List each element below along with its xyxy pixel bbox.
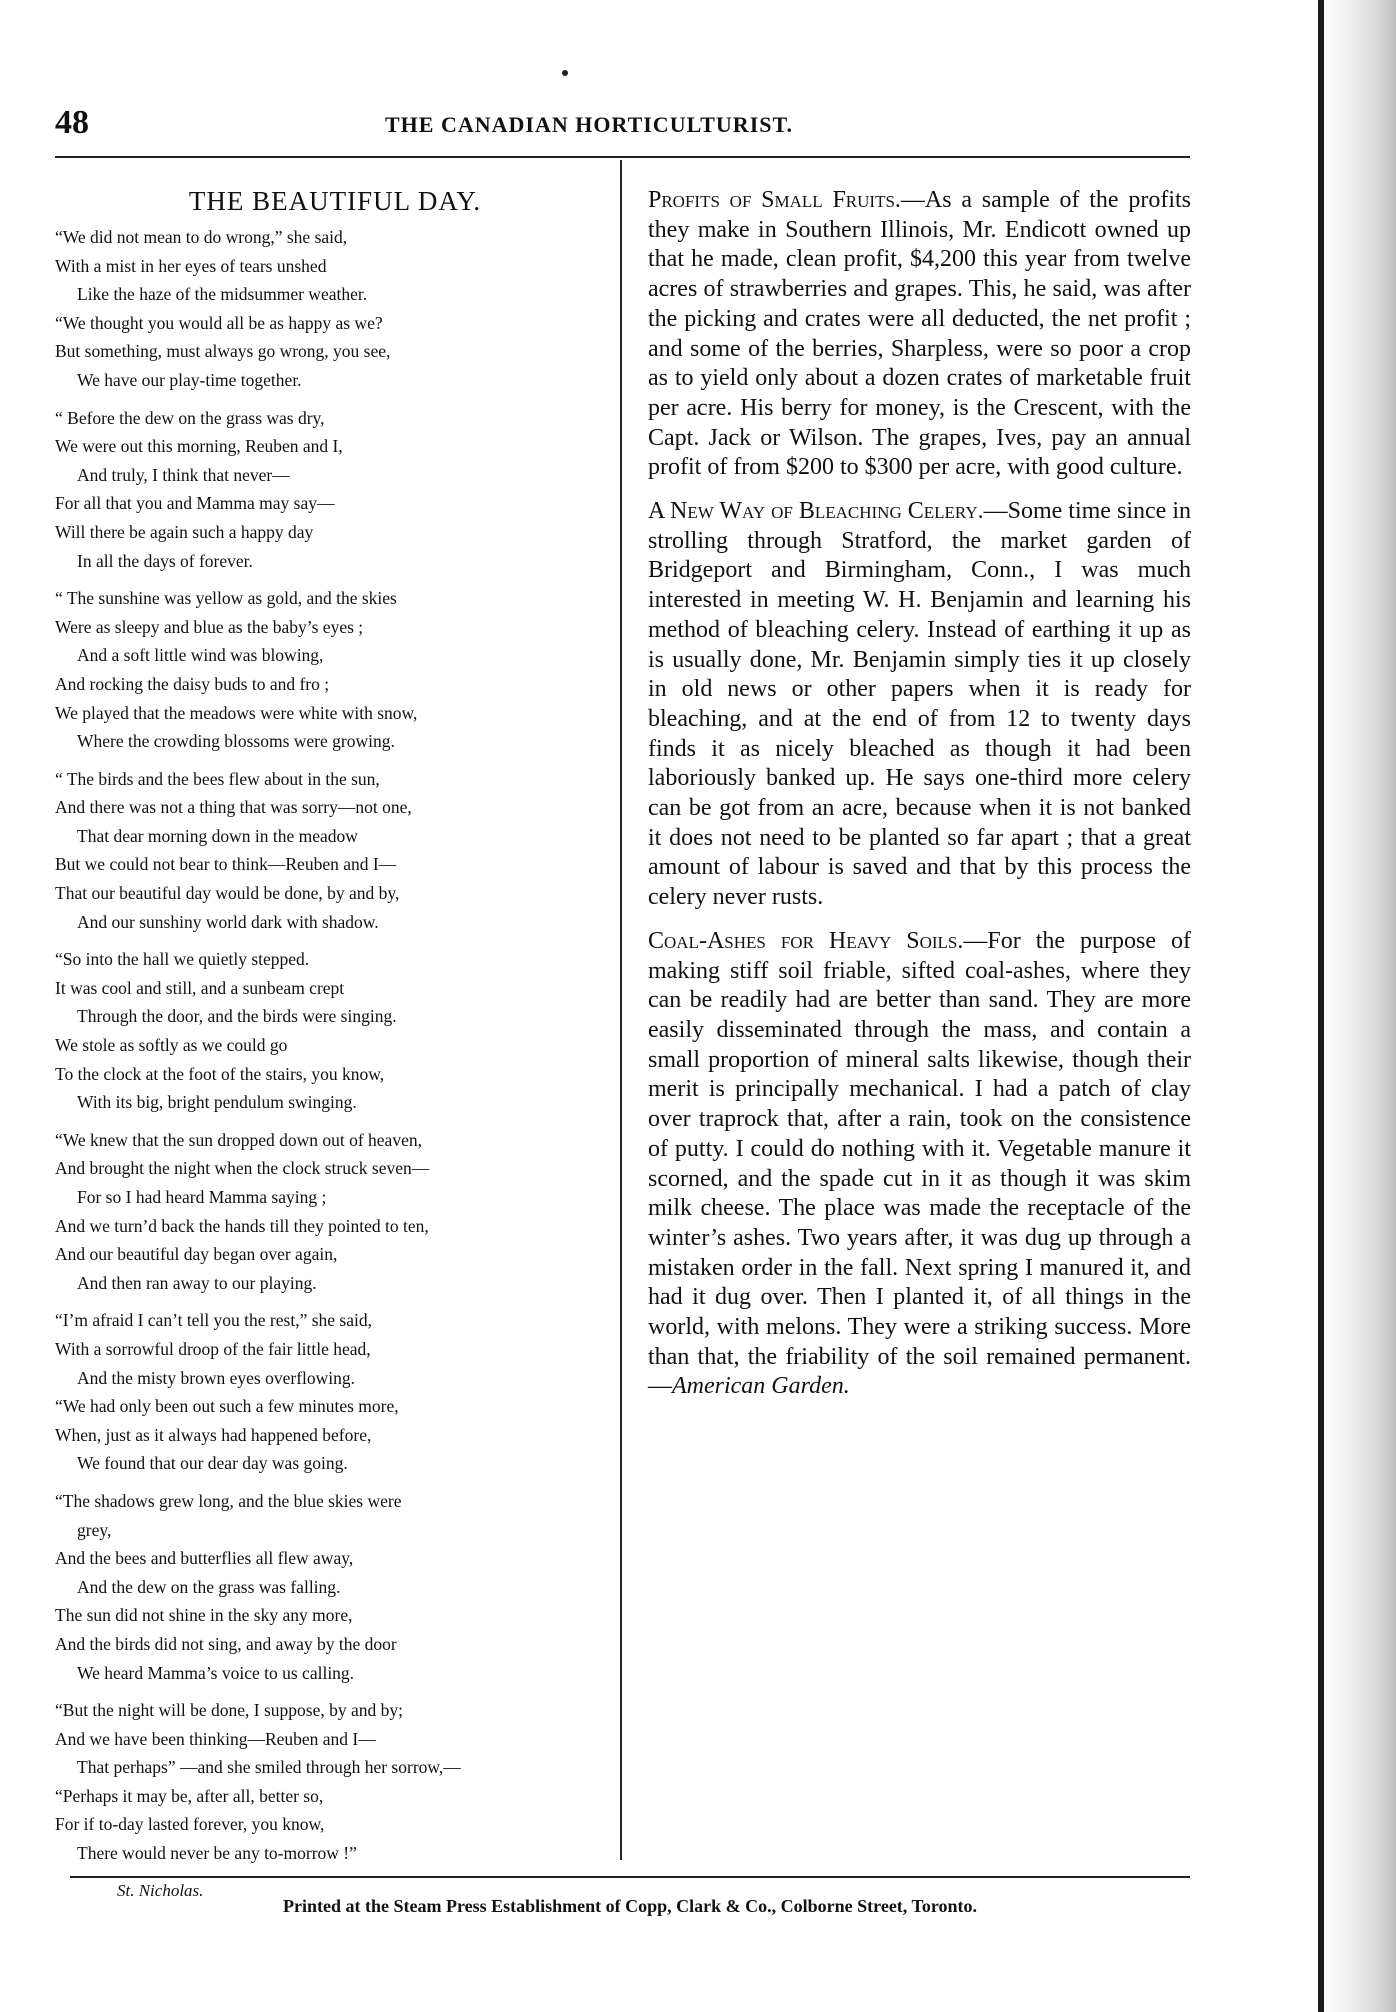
poem-line: We heard Mamma’s voice to us calling. (77, 1662, 355, 1683)
poem-line: Like the haze of the midsummer weather. (77, 284, 368, 305)
poem-line: “We had only been out such a few minutes more, (55, 1396, 399, 1417)
poem-line: “But the night will be done, I suppose, by and by; (55, 1700, 404, 1721)
print-dot (562, 70, 568, 76)
poem-line: And we turn’d back the hands till they pointed to ten, (55, 1215, 429, 1236)
poem-line: When, just as it always had happened before, (55, 1424, 372, 1445)
poem-line: We were out this morning, Reuben and I, (55, 436, 343, 457)
article-heading: A New Way of Bleaching Celery. (648, 498, 984, 525)
article-profits-small-fruits (648, 186, 1191, 483)
poem-stanza (55, 1696, 615, 1868)
poem-line: For all that you and Mamma may say— (55, 493, 335, 514)
poem-line: And the bees and butterflies all flew away, (55, 1548, 354, 1569)
journal-title: THE CANADIAN HORTICULTURIST. (385, 112, 794, 137)
poem-line: That perhaps” —and she smiled through her sorrow,— (77, 1757, 461, 1778)
poem-line: It was cool and still, and a sunbeam crept (55, 977, 345, 998)
poem (55, 186, 615, 1905)
article-coal-ashes (648, 927, 1191, 1402)
poem-line: With a sorrowful droop of the fair little head, (55, 1338, 371, 1359)
article-body: —As a sample of the profits they make in Southern Illinois, Mr. Endicott owned up that he made, clean profit, $4,200 this year from twelve acres of strawberries and grapes. This, he said, was after the picking and crates were all deducted, the net profit ; and some of the berries, Sharpless, were so poor a crop as to yield only about a dozen crates of marketable fruit per acre. His berry for money, is the Crescent, with the Capt. Jack or Wilson. The grapes, Ives, pay an annual profit of from $200 to $300 per acre, with good culture. (648, 187, 1192, 481)
poem-line: Through the door, and the birds were singing. (77, 1006, 397, 1027)
poem-line: And rocking the daisy buds to and fro ; (55, 673, 330, 694)
poem-line: And then ran away to our playing. (77, 1272, 317, 1293)
poem-line: “So into the hall we quietly stepped. (55, 949, 310, 970)
poem-line: We stole as softly as we could go (55, 1035, 288, 1056)
poem-line: Where the crowding blossoms were growing. (77, 731, 395, 752)
poem-line: And a soft little wind was blowing, (77, 645, 324, 666)
poem-line: In all the days of forever. (77, 550, 253, 571)
poem-line: “ The birds and the bees flew about in the sun, (55, 768, 380, 789)
poem-stanza (55, 1306, 615, 1478)
column-divider (620, 160, 622, 1860)
poem-line: There would never be any to-morrow !” (77, 1843, 357, 1864)
article-body: —Some time since in strolling through Stratford, the market garden of Bridgeport and Birmingham, Conn., I was much interested in meeting W. H. Benjamin and learning his method of bleaching celery. Instead of earthing it up as is usually done, Mr. Benjamin simply ties it up closely in old news or other papers when it is ready for bleaching, and at the end of from 12 to twenty days finds it as nicely bleached as though it had been laboriously banked up. He says one-third more celery can be got from an acre, because when it is not banked it does not need to be planted so far apart ; that a great amount of labour is saved and that by this process the celery never rusts. (648, 498, 1191, 911)
poem-title: THE BEAUTIFUL DAY. (188, 186, 482, 216)
poem-stanza (55, 404, 615, 576)
footer-rule (70, 1876, 1190, 1878)
poem-line: “ The sunshine was yellow as gold, and the skies (55, 588, 397, 609)
poem-line: We found that our dear day was going. (77, 1453, 348, 1474)
article-body: —For the purpose of making stiff soil friable, sifted coal-ashes, where they can be readily had are better than sand. They are more easily disseminated through the mass, and contain a small proportion of mineral salts likewise, though their merit is principally mechanical. I had a patch of clay over traprock that, after a rain, took on the consistence of putty. I could do nothing with it. Vegetable manure it scorned, and the spade cut in it as though it was skim milk cheese. The place was made the receptacle of the winter’s ashes. Two years after, it was dug up through a mistaken order in the fall. Next spring I manured it, and had it dug over. Then I planted it, of all things in the world, with melons. They were a striking success. More than that, the friability of the soil remained permanent.— (648, 927, 1191, 1400)
poem-line: But something, must always go wrong, you see, (55, 341, 391, 362)
poem-line: “We thought you would all be as happy as we? (55, 312, 383, 333)
poem-line: And the misty brown eyes overflowing. (77, 1367, 356, 1388)
poem-stanza (55, 1126, 615, 1298)
poem-source: St. Nicholas. (117, 1880, 204, 1900)
poem-line: Will there be again such a happy day (55, 521, 314, 542)
poem-line: “The shadows grew long, and the blue skies were (55, 1490, 402, 1511)
poem-stanza (55, 945, 615, 1117)
poem-stanzas (55, 223, 615, 1868)
poem-line: And there was not a thing that was sorry—not one, (55, 797, 412, 818)
poem-line: That dear morning down in the meadow (77, 825, 358, 846)
poem-stanza (55, 584, 615, 756)
article-heading: Profits of Small Fruits. (648, 187, 901, 213)
article-heading: Coal-Ashes for Heavy Soils. (648, 927, 964, 954)
poem-line: For if to-day lasted forever, you know, (55, 1814, 325, 1835)
poem-stanza (55, 223, 615, 395)
poem-line: To the clock at the foot of the stairs, you know, (55, 1063, 385, 1084)
scan-edge-line (1318, 0, 1324, 2012)
page-number: 48 (55, 104, 89, 141)
poem-line: grey, (77, 1519, 112, 1540)
poem-line: But we could not bear to think—Reuben and I— (55, 854, 397, 875)
scan-edge-shadow (1316, 0, 1396, 2012)
poem-line: And we have been thinking—Reuben and I— (55, 1728, 376, 1749)
printer-footer: Printed at the Steam Press Establishment of Copp, Clark & Co., Colborne Street, Toronto. (283, 1896, 977, 1916)
poem-line: We played that the meadows were white with snow, (55, 702, 418, 723)
article-bleaching-celery (648, 497, 1191, 913)
article-source: American Garden. (672, 1373, 850, 1400)
poem-line: We have our play-time together. (77, 369, 302, 390)
poem-line: And brought the night when the clock struck seven— (55, 1158, 430, 1179)
articles-column (648, 186, 1191, 1416)
poem-line: And the dew on the grass was falling. (77, 1576, 341, 1597)
poem-line: “ Before the dew on the grass was dry, (55, 407, 325, 428)
poem-line: Were as sleepy and blue as the baby’s eyes ; (55, 616, 364, 637)
poem-line: “We knew that the sun dropped down out of heaven, (55, 1129, 422, 1150)
poem-line: “We did not mean to do wrong,” she said, (55, 227, 348, 247)
header-rule (55, 156, 1190, 158)
poem-line: With its big, bright pendulum swinging. (77, 1092, 357, 1113)
poem-stanza (55, 765, 615, 937)
poem-line: “Perhaps it may be, after all, better so, (55, 1785, 324, 1806)
poem-line: And our sunshiny world dark with shadow. (77, 911, 379, 932)
page-header (55, 104, 1185, 144)
poem-stanza (55, 1487, 615, 1687)
poem-line: And truly, I think that never— (77, 464, 290, 485)
poem-line: That our beautiful day would be done, by and by, (55, 883, 400, 904)
poem-line: With a mist in her eyes of tears unshed (55, 255, 327, 276)
poem-line: And our beautiful day began over again, (55, 1244, 338, 1265)
poem-line: For so I had heard Mamma saying ; (77, 1187, 327, 1207)
poem-line: And the birds did not sing, and away by the door (55, 1633, 397, 1654)
poem-line: The sun did not shine in the sky any more, (55, 1605, 353, 1626)
poem-line: “I’m afraid I can’t tell you the rest,” she said, (55, 1310, 372, 1331)
